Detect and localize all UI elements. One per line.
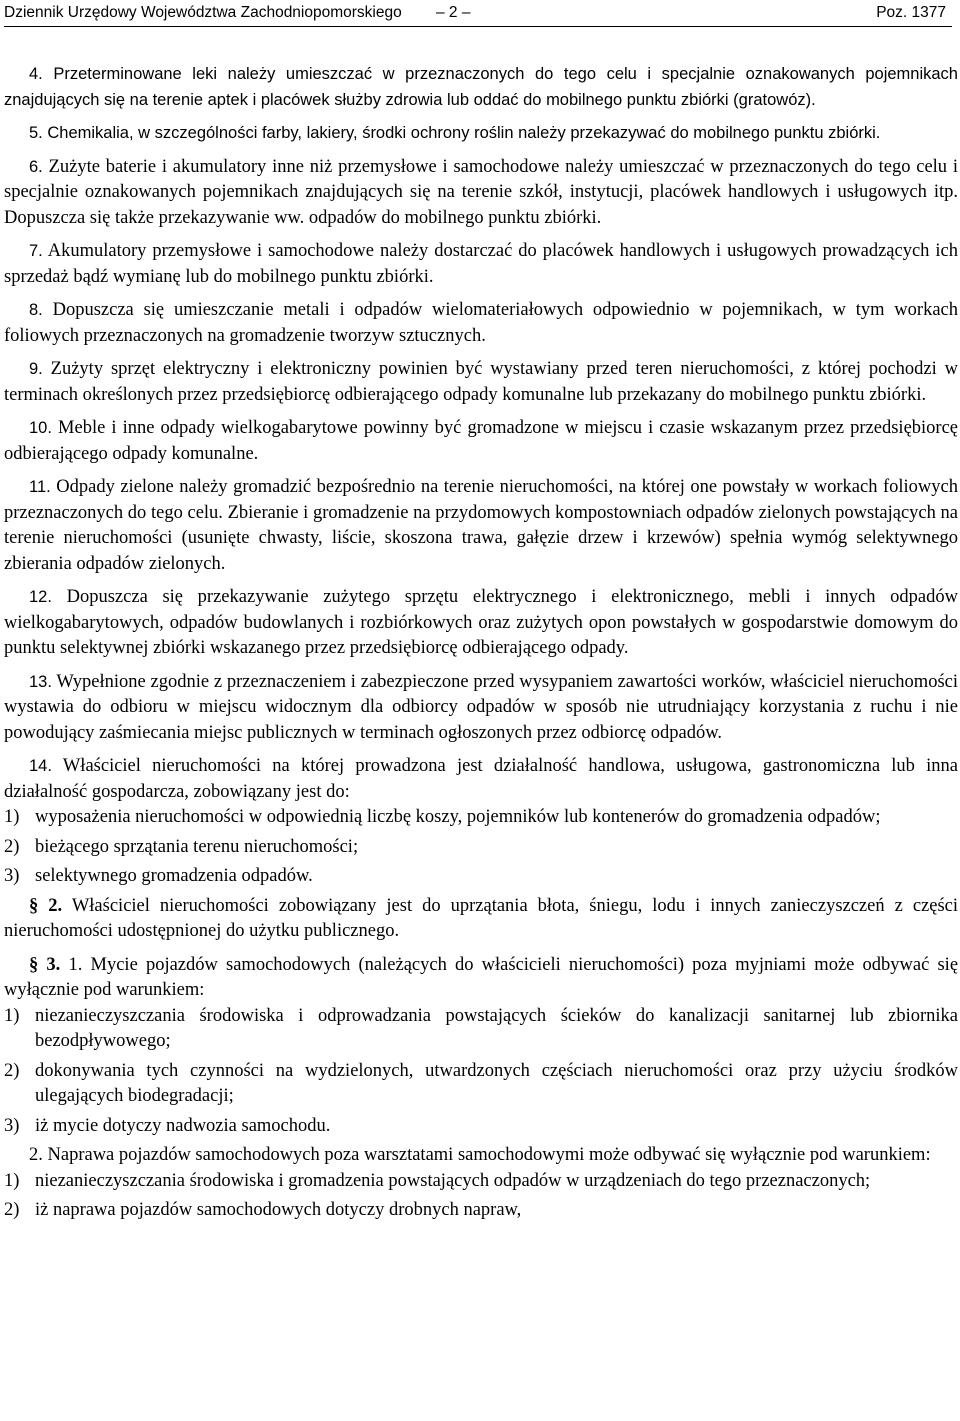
paragraph-text: Chemikalia, w szczególności farby, lakiery, środki ochrony roślin należy przekazywać do mobilnego punktu zbiórki. bbox=[47, 124, 881, 142]
paragraph-text: Właściciel nieruchomości na której prowadzona jest działalność handlowa, usługowa, gastronomiczna lub inna działalność gospodarcza, zobowiązany jest do: bbox=[4, 756, 958, 802]
paragraph-number: 8. bbox=[29, 301, 43, 319]
paragraph-number: 6. bbox=[29, 157, 43, 176]
paragraph-13 bbox=[4, 670, 958, 747]
list-item-number: 2) bbox=[4, 1200, 20, 1220]
paragraph-text: Wypełnione zgodnie z przeznaczeniem i zabezpieczone przed wysypaniem zawartości worków, właściciel nieruchomości wystawia do odbioru w miejscu widocznym dla odbiorcy odpadów w sposób nie utrudniający korzystania z ruchu i nie powodujący zaśmiecania miejsc publicznych w terminach ogłoszonych przez odbiorcę odpadów. bbox=[4, 671, 958, 743]
position-number: Poz. 1377 bbox=[876, 4, 946, 21]
journal-title: Dziennik Urzędowy Województwa Zachodniopomorskiego bbox=[4, 4, 402, 21]
list-item bbox=[4, 1004, 958, 1055]
paragraph-6 bbox=[4, 155, 958, 232]
paragraph-text: Dopuszcza się umieszczanie metali i odpadów wielomateriałowych odpowiednio w pojemnikach, w tym workach foliowych przeznaczonych na gromadzenie tworzyw sztucznych. bbox=[4, 300, 958, 346]
list-item bbox=[4, 1198, 958, 1224]
paragraph-9 bbox=[4, 357, 958, 408]
paragraph-14 bbox=[4, 754, 958, 805]
paragraph-7 bbox=[4, 239, 958, 290]
paragraph-number: 11. bbox=[29, 478, 51, 496]
document-body bbox=[4, 62, 958, 1228]
list-item bbox=[4, 835, 958, 861]
paragraph-text: Zużyte baterie i akumulatory inne niż przemysłowe i samochodowe należy umieszczać w przeznaczonych do tego celu i specjalnie oznakowanych pojemnikach znajdujących się na terenie szkół, instytucji, placówek handlowych i usługowych itp. Dopuszcza się także przekazywanie ww. odpadów do mobilnego punktu zbiórki. bbox=[4, 156, 958, 228]
list-item-text: bieżącego sprzątania terenu nieruchomości; bbox=[35, 836, 359, 857]
section-text: Właściciel nieruchomości zobowiązany jest do uprzątania błota, śniegu, lodu i innych zanieczyszczeń z części nieruchomości udostępnionej do użytku publicznego. bbox=[4, 895, 959, 941]
section-text: Mycie pojazdów samochodowych (należących do właścicieli nieruchomości) poza myjniami może odbywać się wyłącznie pod warunkiem: bbox=[4, 954, 959, 1000]
list-item-text: dokonywania tych czynności na wydzielonych, utwardzonych częściach nieruchomości oraz przy użyciu środków ulegających biodegradacji; bbox=[35, 1060, 958, 1106]
list-item-number: 2) bbox=[4, 1060, 20, 1081]
subsection-number: 2. bbox=[29, 1145, 43, 1165]
paragraph-number: 13. bbox=[29, 672, 52, 691]
section-number: § 3. bbox=[29, 954, 61, 975]
section-text: Naprawa pojazdów samochodowych poza warsztatami samochodowymi może odbywać się wyłącznie pod warunkiem: bbox=[47, 1145, 931, 1165]
list-item bbox=[4, 1114, 958, 1140]
paragraph-text: Zużyty sprzęt elektryczny i elektroniczny powinien być wystawiany przed teren nieruchomości, z której pochodzi w terminach określonych przez przedsiębiorcę odbierającego odpady komunalne lub przekazany do mobilnego punktu zbiórki. bbox=[4, 359, 958, 405]
paragraph-8 bbox=[4, 298, 958, 349]
page-number: – 2 – bbox=[436, 4, 471, 21]
paragraph-number: 4. bbox=[29, 65, 43, 83]
paragraph-number: 14. bbox=[29, 757, 52, 775]
section-2 bbox=[4, 894, 958, 945]
list-item-text: selektywnego gromadzenia odpadów. bbox=[35, 866, 313, 886]
paragraph-number: 12. bbox=[29, 588, 52, 606]
list-item-text: iż naprawa pojazdów samochodowych dotyczy drobnych napraw, bbox=[35, 1200, 522, 1220]
paragraph-12 bbox=[4, 585, 958, 662]
paragraph-number: 5. bbox=[29, 124, 43, 142]
paragraph-4 bbox=[4, 62, 958, 113]
list-item bbox=[4, 864, 958, 890]
section-3-paragraph-2 bbox=[4, 1143, 958, 1169]
paragraph-text: Odpady zielone należy gromadzić bezpośrednio na terenie nieruchomości, na której one powstały w workach foliowych przeznaczonych do tego celu. Zbieranie i gromadzenie na przydomowych kompostowniach odpadów zielonych powstających na terenie nieruchomości (usunięte chwasty, liście, skoszona trawa, gałęzie drzew i krzewów) spełnia wymóg selektywnego zbierania odpadów zielonych. bbox=[4, 477, 959, 574]
page-header bbox=[4, 0, 952, 27]
section-number: § 2. bbox=[29, 895, 63, 916]
list-item-number: 1) bbox=[4, 807, 20, 827]
list-item-number: 3) bbox=[4, 1115, 20, 1136]
paragraph-text: Dopuszcza się przekazywanie zużytego sprzętu elektrycznego i elektronicznego, mebli i innych odpadów wielkogabarytowych, odpadów budowlanych i rozbiórkowych oraz zużytych opon powstałych w gospodarstwie domowym do punktu selektywnej zbiórki wskazanego przez przedsiębiorcę odbierającego odpady. bbox=[4, 587, 959, 658]
paragraph-11 bbox=[4, 475, 958, 577]
list-item-text: niezanieczyszczania środowiska i odprowadzania powstających ścieków do kanalizacji sanitarnej lub zbiornika bezodpływowego; bbox=[35, 1005, 958, 1051]
paragraph-text: Przeterminowane leki należy umieszczać w przeznaczonych do tego celu i specjalnie oznakowanych pojemnikach znajdujących się na terenie aptek i placówek służby zdrowia lub oddać do mobilnego punktu zbiórki (gratowóz). bbox=[4, 65, 958, 109]
paragraph-number: 9. bbox=[29, 360, 43, 378]
paragraph-text: Akumulatory przemysłowe i samochodowe należy dostarczać do placówek handlowych i usługowych prowadzących ich sprzedaż bądź wymianę lub do mobilnego punktu zbiórki. bbox=[4, 241, 959, 287]
list-item bbox=[4, 1059, 958, 1110]
paragraph-text: Meble i inne odpady wielkogabarytowe powinny być gromadzone w miejscu i czasie wskazanym przez przedsiębiorcę odbierającego odpady komunalne. bbox=[4, 418, 958, 464]
list-item-text: wyposażenia nieruchomości w odpowiednią liczbę koszy, pojemników lub kontenerów do gromadzenia odpadów; bbox=[35, 807, 881, 827]
paragraph-5 bbox=[4, 121, 958, 147]
list-item bbox=[4, 1169, 958, 1195]
paragraph-number: 10. bbox=[29, 419, 52, 437]
list-item-number: 3) bbox=[4, 866, 20, 886]
list-item-number: 1) bbox=[4, 1005, 20, 1026]
list-item bbox=[4, 805, 958, 831]
list-item-number: 1) bbox=[4, 1170, 20, 1191]
list-item-text: niezanieczyszczania środowiska i gromadzenia powstających odpadów w urządzeniach do tego przeznaczonych; bbox=[35, 1170, 871, 1191]
section-3 bbox=[4, 953, 958, 1004]
subsection-number: 1. bbox=[68, 954, 83, 975]
list-item-text: iż mycie dotyczy nadwozia samochodu. bbox=[35, 1115, 331, 1136]
paragraph-10 bbox=[4, 416, 958, 467]
list-item-number: 2) bbox=[4, 836, 20, 857]
paragraph-number: 7. bbox=[29, 242, 43, 260]
